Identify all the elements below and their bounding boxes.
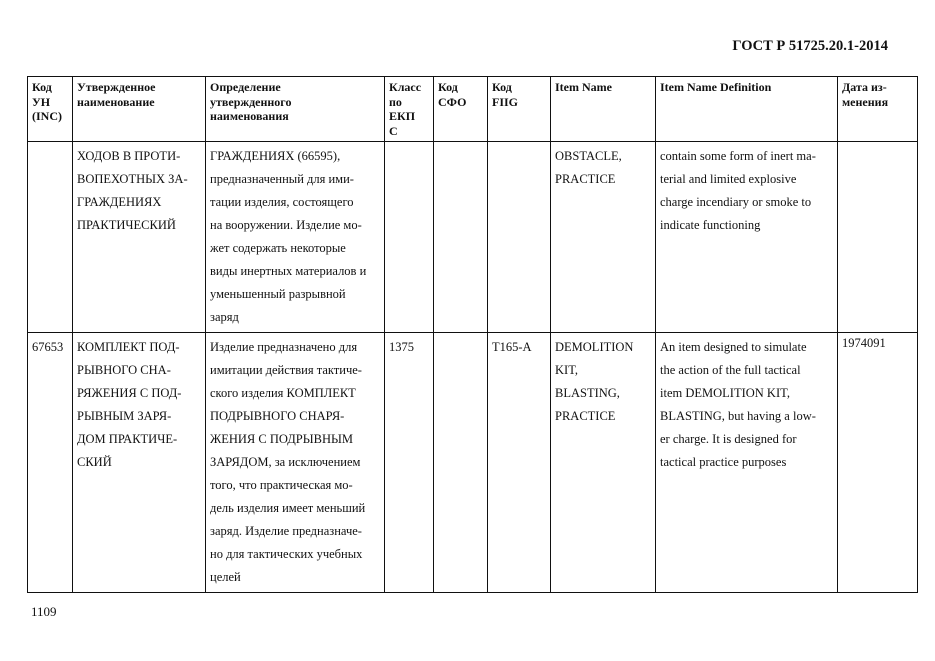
- col-header-definition: Определение утвержденного наименования: [206, 77, 385, 142]
- cell-change-date: [838, 142, 918, 333]
- cell-definition: Изделие предназначено для имитации действия тактиче- ского изделия КОМПЛЕКТ ПОДРЫВНОГО СНАРЯ- ЖЕНИЯ С ПОДРЫВНЫМ ЗАРЯДОМ, за исключением того, что практическая мо- дель изделия имеет меньший заряд. Изделие предназначе- но для тактических учебных целей: [206, 333, 385, 593]
- table-row: [28, 142, 918, 333]
- cell-inc: 67653: [28, 333, 73, 593]
- cell-item-name: OBSTACLE, PRACTICE: [551, 142, 656, 333]
- col-header-fiig: Код FIIG: [488, 77, 551, 142]
- cell-item-definition: An item designed to simulate the action of the full tactical item DEMOLITION KIT, BLASTING, but having a low- er charge. It is designed for tactical practice purposes: [656, 333, 838, 593]
- document-header: ГОСТ Р 51725.20.1-2014: [732, 38, 888, 54]
- table-header-row: [28, 77, 918, 142]
- col-header-class: Класс по ЕКП С: [385, 77, 434, 142]
- classification-table: [27, 76, 918, 593]
- cell-fiig: [488, 142, 551, 333]
- cell-sfo: [434, 333, 488, 593]
- col-header-change-date: Дата из- менения: [838, 77, 918, 142]
- cell-fiig: T165-A: [488, 333, 551, 593]
- cell-item-definition: contain some form of inert ma- terial and limited explosive charge incendiary or smoke to indicate functioning: [656, 142, 838, 333]
- cell-class: [385, 142, 434, 333]
- col-header-inc: Код УН (INC): [28, 77, 73, 142]
- cell-sfo: [434, 142, 488, 333]
- cell-inc: [28, 142, 73, 333]
- cell-definition: ГРАЖДЕНИЯХ (66595), предназначенный для ими- тации изделия, состоящего на вооружении. Изделие мо- жет содержать некоторые виды инертных материалов и уменьшенный разрывной заряд: [206, 142, 385, 333]
- cell-change-date: 1974091: [838, 333, 918, 593]
- col-header-item-definition: Item Name Definition: [656, 77, 838, 142]
- page-number: 1109: [31, 604, 57, 619]
- cell-class: 1375: [385, 333, 434, 593]
- col-header-approved-name: Утвержденное наименование: [73, 77, 206, 142]
- table-row: [28, 333, 918, 593]
- cell-approved-name: ХОДОВ В ПРОТИ- ВОПЕХОТНЫХ ЗА- ГРАЖДЕНИЯХ ПРАКТИЧЕСКИЙ: [73, 142, 206, 333]
- cell-approved-name: КОМПЛЕКТ ПОД- РЫВНОГО СНА- РЯЖЕНИЯ С ПОД- РЫВНЫМ ЗАРЯ- ДОМ ПРАКТИЧЕ- СКИЙ: [73, 333, 206, 593]
- col-header-sfo: Код СФО: [434, 77, 488, 142]
- col-header-item-name: Item Name: [551, 77, 656, 142]
- cell-item-name: DEMOLITION KIT, BLASTING, PRACTICE: [551, 333, 656, 593]
